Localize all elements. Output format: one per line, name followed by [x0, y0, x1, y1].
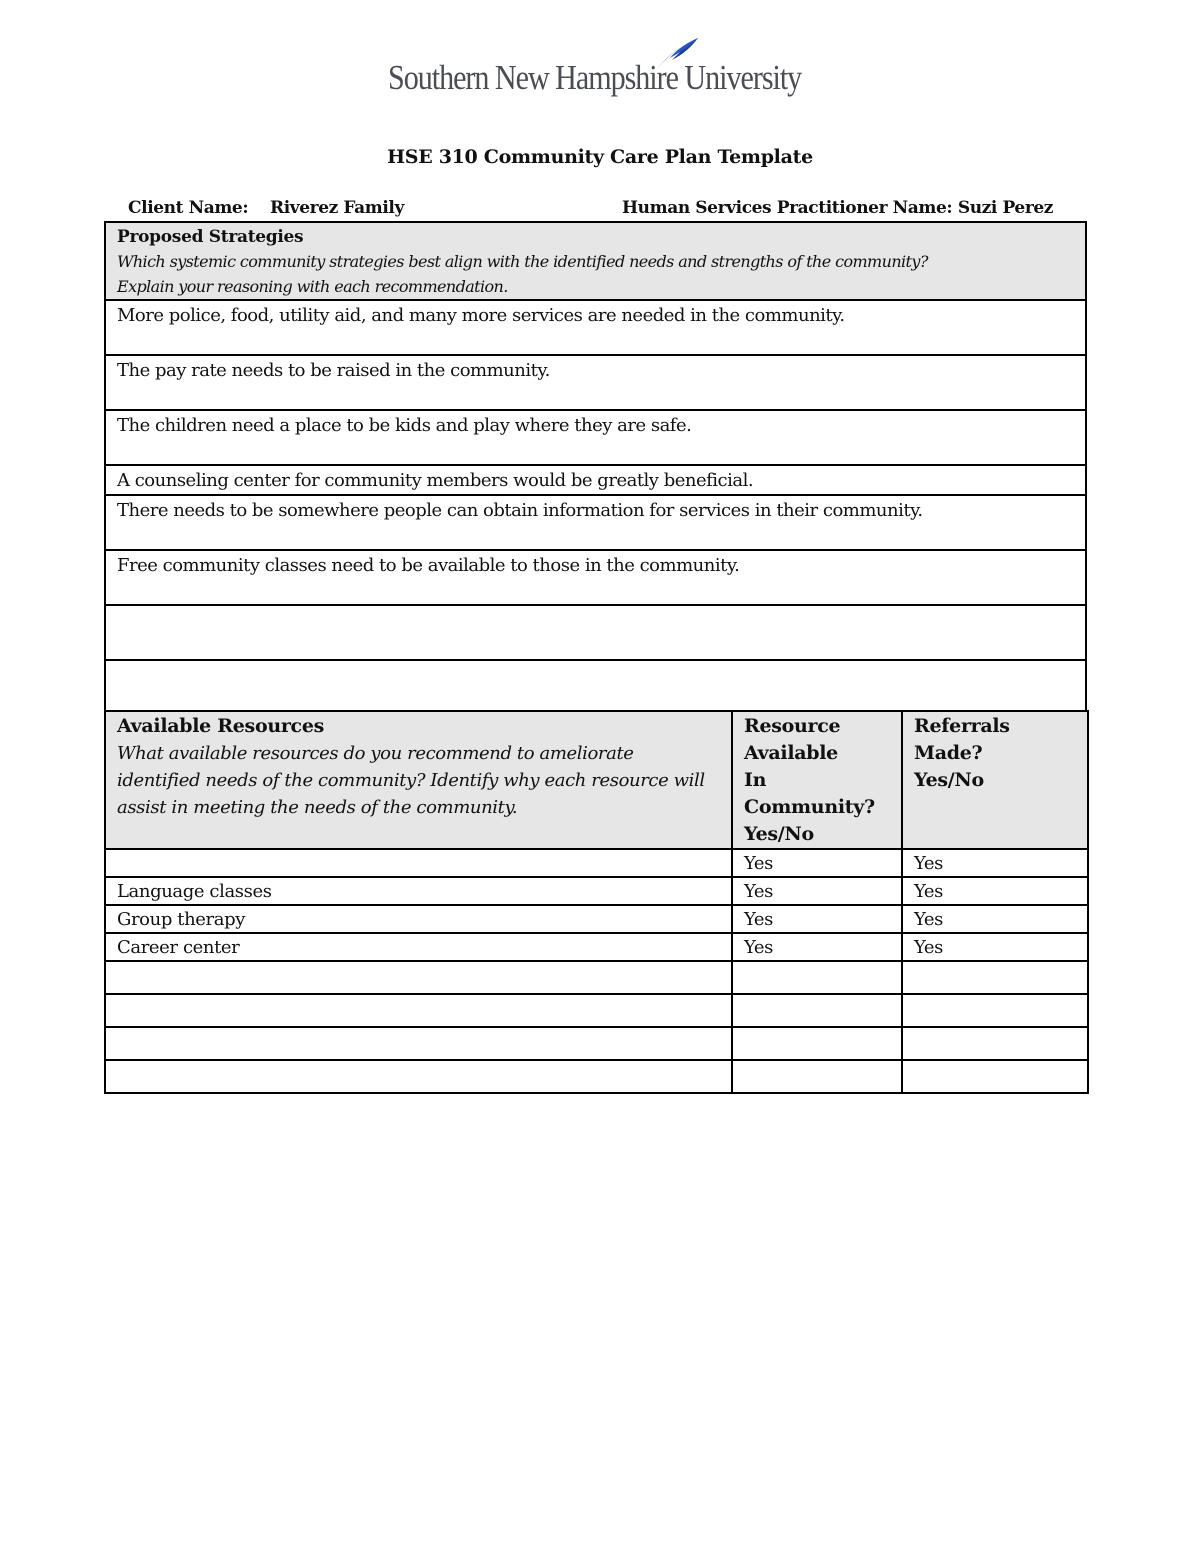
availability-header: [732, 711, 902, 849]
table-row: [105, 994, 1088, 1027]
strategy-row[interactable]: Free community classes need to be available to those in the community.: [105, 550, 1086, 605]
strategy-row[interactable]: The pay rate needs to be raised in the community.: [105, 355, 1086, 410]
logo-text: Southern New Hampshire University: [388, 58, 802, 97]
referral-cell[interactable]: [902, 994, 1088, 1027]
resources-header-cell: [105, 711, 732, 849]
available-cell[interactable]: Yes: [732, 905, 902, 933]
availability-header-line: Yes/No: [744, 823, 814, 845]
page-title: HSE 310 Community Care Plan Template: [387, 146, 813, 168]
table-row: [105, 1060, 1088, 1093]
practitioner-name: Human Services Practitioner Name: Suzi Perez: [622, 198, 1054, 218]
strategy-row[interactable]: A counseling center for community members would be greatly beneficial.: [105, 465, 1086, 495]
university-logo: [388, 36, 818, 102]
referral-cell[interactable]: Yes: [902, 933, 1088, 961]
referral-cell[interactable]: [902, 1060, 1088, 1093]
strategies-header-cell: [105, 222, 1086, 300]
resource-cell[interactable]: [105, 849, 732, 877]
resource-cell[interactable]: [105, 994, 732, 1027]
strategy-row[interactable]: The children need a place to be kids and play where they are safe.: [105, 410, 1086, 465]
available-cell[interactable]: [732, 994, 902, 1027]
table-row: [105, 933, 1088, 961]
referral-cell[interactable]: [902, 1027, 1088, 1060]
resource-cell[interactable]: Language classes: [105, 877, 732, 905]
strategy-row[interactable]: [105, 605, 1086, 660]
resources-heading: Available Resources: [117, 715, 325, 737]
availability-header-line: In: [744, 769, 767, 791]
referral-cell[interactable]: Yes: [902, 849, 1088, 877]
available-cell[interactable]: [732, 1027, 902, 1060]
strategy-row[interactable]: There needs to be somewhere people can obtain information for services in their community.: [105, 495, 1086, 550]
table-row: [105, 877, 1088, 905]
referrals-header-line: Referrals: [914, 715, 1010, 737]
referral-cell[interactable]: [902, 961, 1088, 994]
available-cell[interactable]: [732, 961, 902, 994]
availability-header-line: Available: [744, 742, 838, 764]
client-name-value: Riverez Family: [270, 198, 404, 218]
table-row: [105, 905, 1088, 933]
resource-cell[interactable]: [105, 1027, 732, 1060]
available-cell[interactable]: Yes: [732, 877, 902, 905]
resource-cell[interactable]: [105, 1060, 732, 1093]
resource-cell[interactable]: Career center: [105, 933, 732, 961]
strategies-question: [117, 249, 1075, 299]
table-row: [105, 849, 1088, 877]
resources-question: What available resources do you recommend to ameliorate identified needs of the community? Identify why each resource will assist in meeting the needs of the community.: [117, 743, 705, 818]
referrals-header: [902, 711, 1088, 849]
available-cell[interactable]: [732, 1060, 902, 1093]
strategy-row[interactable]: More police, food, utility aid, and many more services are needed in the community.: [105, 300, 1086, 355]
strategies-table: [104, 221, 1087, 716]
table-row: [105, 1027, 1088, 1060]
availability-header-line: Community?: [744, 796, 875, 818]
strategies-question-line1: Which systemic community strategies best align with the identified needs and strengths of the community?: [117, 252, 928, 271]
strategy-row[interactable]: [105, 660, 1086, 715]
client-name-label: Client Name:: [128, 198, 249, 218]
referral-cell[interactable]: Yes: [902, 905, 1088, 933]
availability-header-line: Resource: [744, 715, 841, 737]
available-cell[interactable]: Yes: [732, 933, 902, 961]
resources-table: [104, 710, 1089, 1094]
strategies-question-line2: Explain your reasoning with each recommendation.: [117, 277, 508, 296]
referral-cell[interactable]: Yes: [902, 877, 1088, 905]
referrals-header-line: Made?: [914, 742, 983, 764]
table-row: [105, 961, 1088, 994]
available-cell[interactable]: Yes: [732, 849, 902, 877]
resource-cell[interactable]: Group therapy: [105, 905, 732, 933]
referrals-header-line: Yes/No: [914, 769, 984, 791]
strategies-heading: Proposed Strategies: [117, 227, 304, 247]
resource-cell[interactable]: [105, 961, 732, 994]
